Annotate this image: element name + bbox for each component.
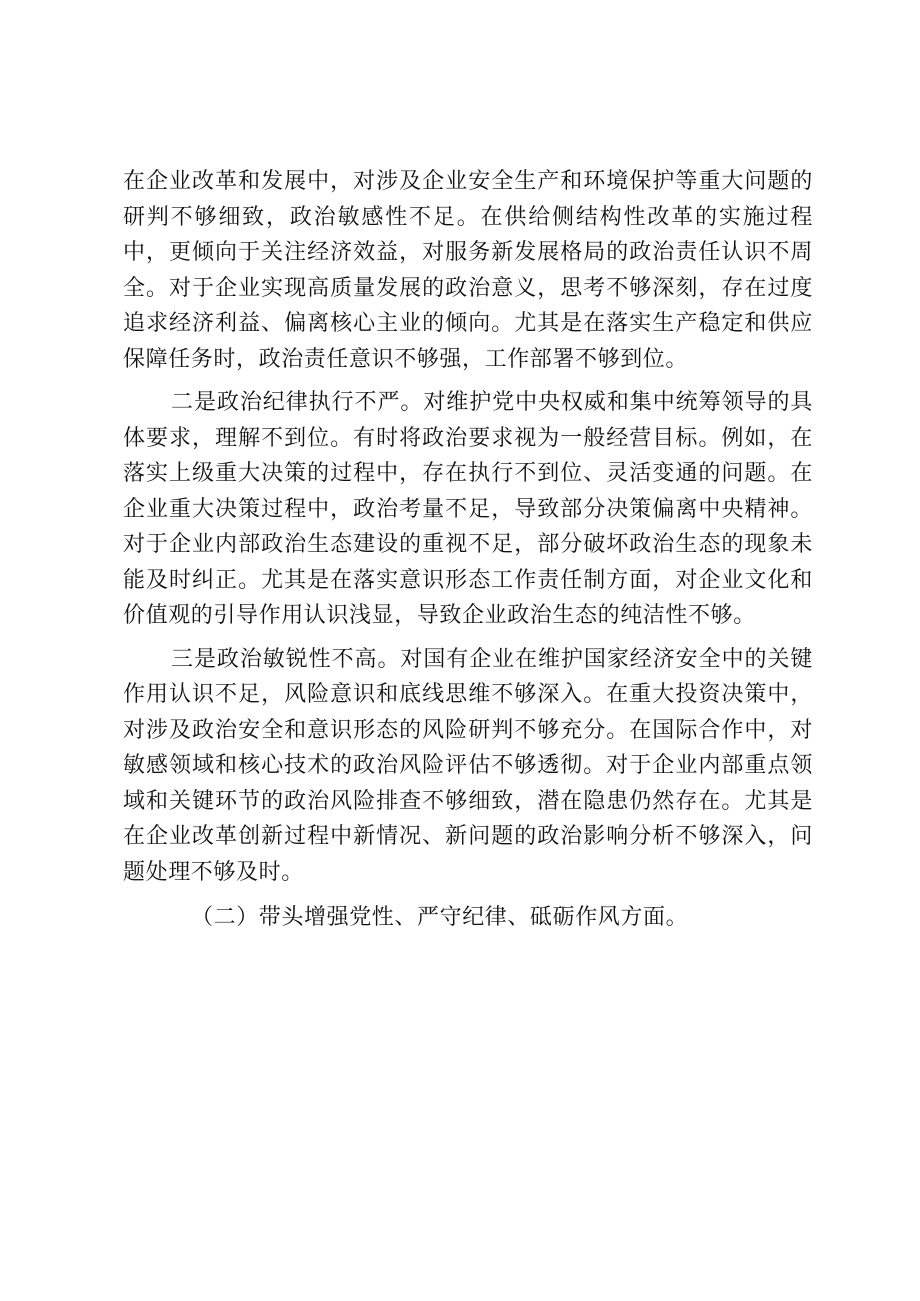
section-heading: （二）带头增强党性、严守纪律、砥砺作风方面。 bbox=[191, 905, 689, 930]
document-body bbox=[123, 164, 813, 936]
paragraph-political-sensitivity: 三是政治敏锐性不高。对国有企业在维护国家经济安全中的关键作用认识不足，风险意识和底线思维不够深入。在重大投资决策中，对涉及政治安全和意识形态的风险研判不够充分。在国际合作中，对敏感领域和核心技术的政治风险评估不够透彻。对于企业内部重点领域和关键环节的政治风险排查不够细致，潜在隐患仍然存在。尤其是在企业改革创新过程中新情况、新问题的政治影响分析不够深入，问题处理不够及时。 bbox=[123, 646, 813, 885]
paragraph-continuation: 在企业改革和发展中，对涉及企业安全生产和环境保护等重大问题的研判不够细致，政治敏感性不足。在供给侧结构性改革的实施过程中，更倾向于关注经济效益，对服务新发展格局的政治责任认识不周全。对于企业实现高质量发展的政治意义，思考不够深刻，存在过度追求经济利益、偏离核心主业的倾向。尤其是在落实生产稳定和供应保障任务时，政治责任意识不够强，工作部署不够到位。 bbox=[123, 169, 813, 372]
paragraph-political-discipline: 二是政治纪律执行不严。对维护党中央权威和集中统筹领导的具体要求，理解不到位。有时将政治要求视为一般经营目标。例如，在落实上级重大决策的过程中，存在执行不到位、灵活变通的问题。在企业重大决策过程中，政治考量不足，导致部分决策偏离中央精神。对于企业内部政治生态建设的重视不足，部分破坏政治生态的现象未能及时纠正。尤其是在落实意识形态工作责任制方面，对企业文化和价值观的引导作用认识浅显，导致企业政治生态的纯洁性不够。 bbox=[123, 390, 813, 628]
